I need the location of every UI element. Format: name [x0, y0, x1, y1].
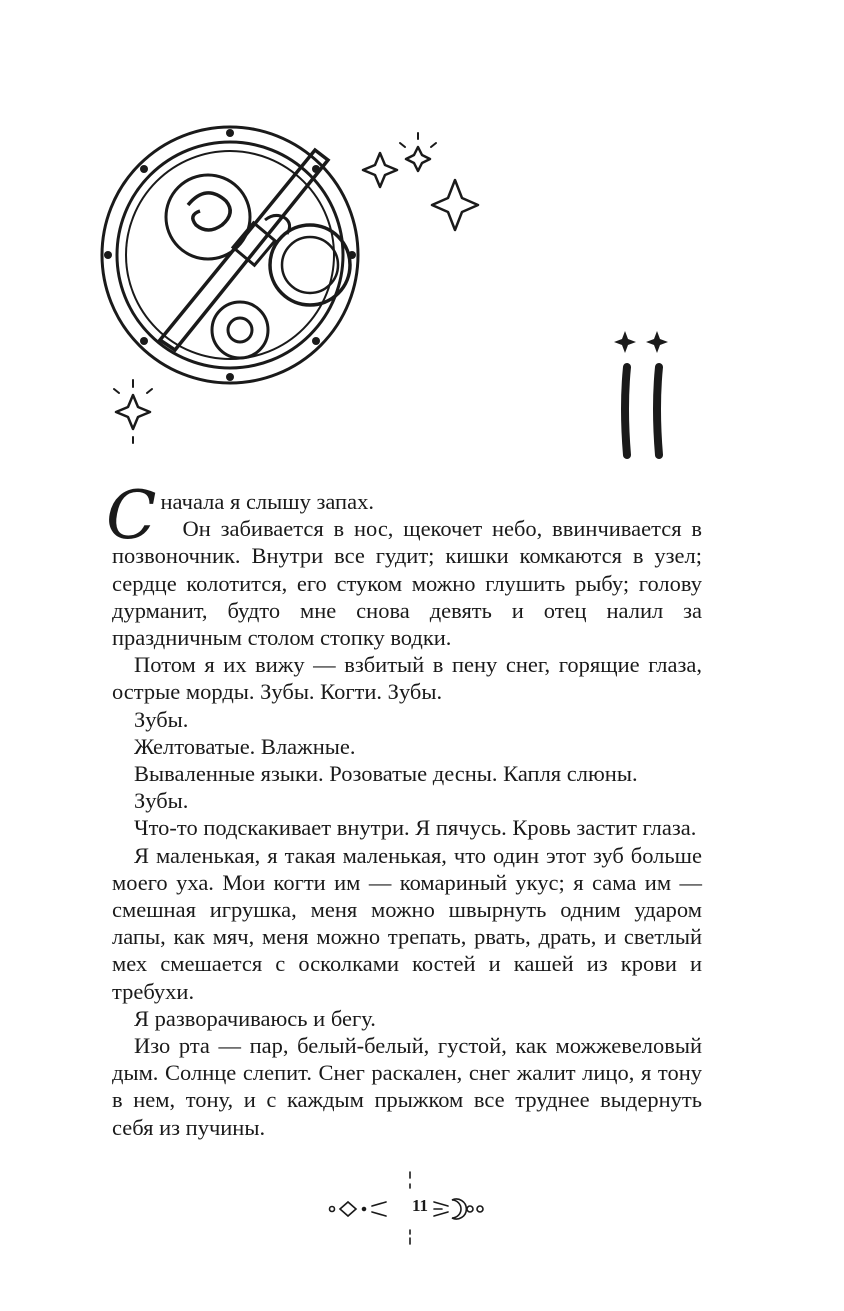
paragraph: Желтоватые. Влажные.: [134, 733, 356, 759]
paragraph: Сначала я слышу запах.: [106, 477, 374, 554]
paragraph: Зубы.: [134, 788, 189, 814]
chapter-number: [605, 325, 685, 465]
paragraph: Я маленькая, я такая маленькая, что один этот зуб больше моего уха. Мои когти им — комариный укус; я сама им — смешная игрушка, меня можно швырнуть одним ударом лапы, как мяч, меня можно трепать, рвать, драть, и светлый мех смешается с осколками костей и кашей из крови и требухи.: [112, 842, 702, 1004]
paragraph: Что-то подскакивает внутри. Я пячусь. Кровь застит глаза.: [134, 815, 697, 841]
porthole-key-illustration: [100, 125, 480, 455]
paragraph: Вываленные языки. Розоватые десны. Капля слюны.: [134, 761, 638, 787]
paragraph: Зубы.: [134, 706, 189, 732]
drop-cap: С: [106, 477, 157, 554]
chapter-numeral-ii: [605, 325, 685, 465]
page-number: 11: [411, 1196, 429, 1215]
paragraph: Он забивается в нос, щекочет небо, ввинчивается в позвоночник. Внутри все гудит; кишки комкаются в узел; сердце колотится, его стуком можно глушить рыбу; голову дурманит, будто мне снова девять и отец налил за праздничным столом стопку водки.: [112, 516, 702, 651]
page-footer: [320, 1168, 520, 1248]
paragraph: Изо рта — пар, белый-белый, густой, как можжевеловый дым. Солнце слепит. Снег раскален, снег жалит лицо, я тону в нем, тону, и с каждым прыжком все труднее выдернуть себя из пучины.: [112, 1033, 702, 1140]
paragraph: Я разворачиваюсь и бегу.: [134, 1005, 376, 1031]
chapter-text: [106, 477, 702, 1141]
paragraph: Потом я их вижу — взбитый в пену снег, горящие глаза, острые морды. Зубы. Когти. Зубы.: [112, 652, 702, 705]
